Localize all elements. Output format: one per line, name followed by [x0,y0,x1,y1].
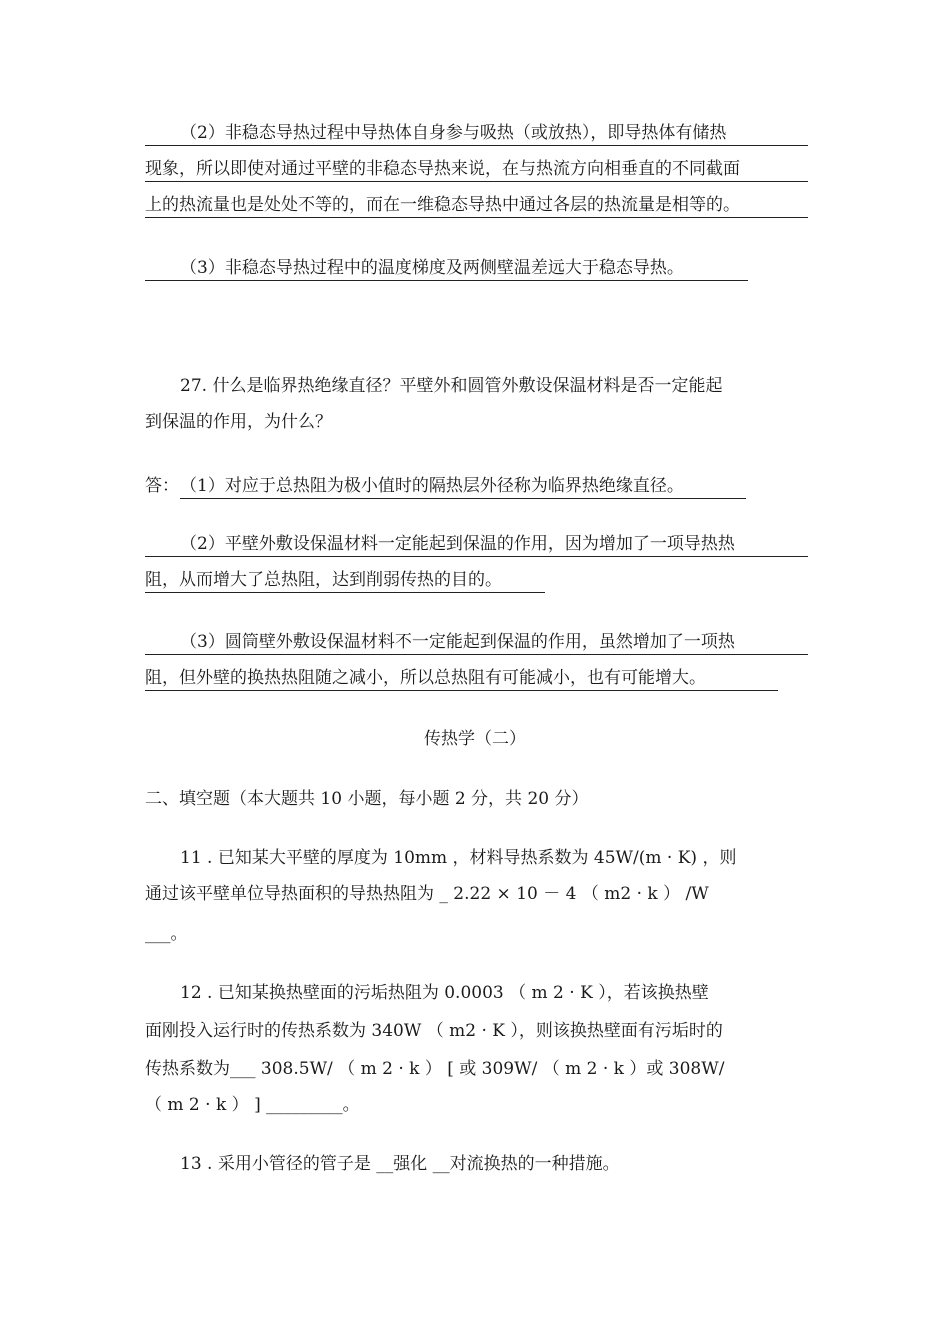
question-11-line-3: ___。 [145,924,188,944]
answer-2-line-2: 现象，所以即使对通过平壁的非稳态导热来说，在与热流方向相垂直的不同截面 [145,157,808,182]
q27-answer-1: （1）对应于总热阻为极小值时的隔热层外径称为临界热绝缘直径。 [180,474,746,499]
answer-2-line-1: （2）非稳态导热过程中导热体自身参与吸热（或放热），即导热体有储热 [145,121,808,146]
q27-answer-3-line-2: 阻，但外壁的换热热阻随之减小，所以总热阻有可能减小，也有可能增大。 [145,666,778,691]
question-27-line-2: 到保温的作用，为什么？ [145,412,332,432]
question-11-line-1: 11 . 已知某大平壁的厚度为 10mm ，材料导热系数为 45W/(m · K) ，则 [180,848,737,868]
question-12-line-2: 面刚投入运行时的传热系数为 340W （ m2 · K ），则该换热壁面有污垢时的 [145,1021,723,1041]
section-heading: 二、填空题（本大题共 10 小题，每小题 2 分，共 20 分） [145,789,589,809]
question-11-line-2: 通过该平壁单位导热面积的导热热阻为 _ 2.22 × 10 － 4 （ m2 · k ） /W [145,884,709,904]
answer-3-line-1: （3）非稳态导热过程中的温度梯度及两侧壁温差远大于稳态导热。 [145,256,748,281]
q27-answer-2-line-1: （2）平壁外敷设保温材料一定能起到保温的作用，因为增加了一项导热热 [145,532,808,557]
answer-label: 答： [145,476,179,496]
section-title: 传热学（二） [424,729,526,749]
question-12-line-4: （ m 2 · k ） ] _________。 [145,1095,360,1115]
question-13-line-1: 13 . 采用小管径的管子是 __强化 __对流换热的一种措施。 [180,1154,620,1174]
answer-2-line-3: 上的热流量也是处处不等的，而在一维稳态导热中通过各层的热流量是相等的。 [145,193,808,218]
q27-answer-3-line-1: （3）圆筒壁外敷设保温材料不一定能起到保温的作用，虽然增加了一项热 [145,630,808,655]
question-12-line-3: 传热系数为___ 308.5W/ （ m 2 · k ） [ 或 309W/ （ m 2 · k ）或 308W/ [145,1059,725,1079]
q27-answer-2-line-2: 阻，从而增大了总热阻，达到削弱传热的目的。 [145,568,545,593]
question-27-line-1: 27. 什么是临界热绝缘直径？平壁外和圆管外敷设保温材料是否一定能起 [180,376,723,396]
question-12-line-1: 12 . 已知某换热壁面的污垢热阻为 0.0003 （ m 2 · K ），若该换热壁 [180,983,709,1003]
